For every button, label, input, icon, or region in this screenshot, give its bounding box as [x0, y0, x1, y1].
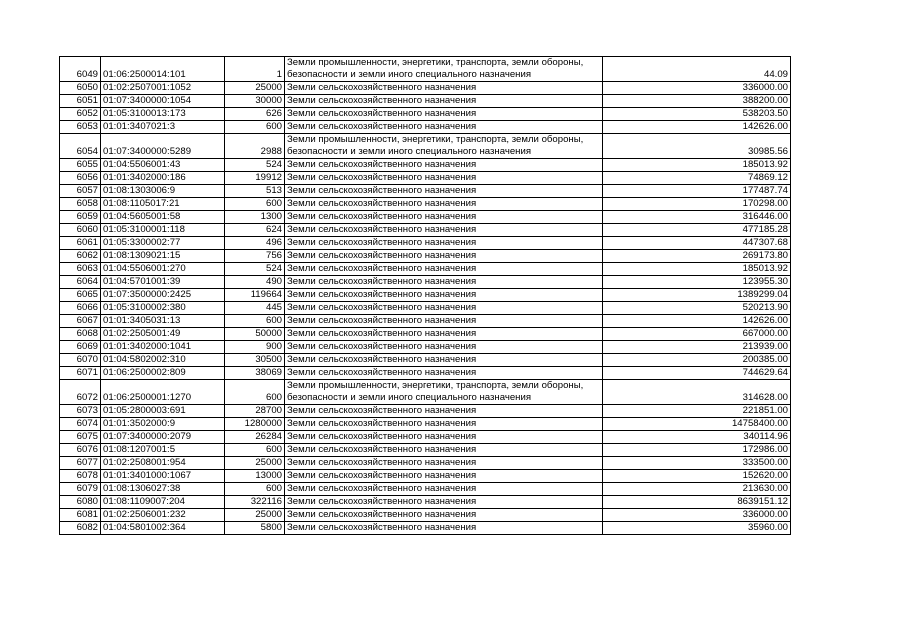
area-cell: 600	[225, 198, 285, 211]
land-category-cell: Земли сельскохозяйственного назначения	[285, 315, 603, 328]
row-number-cell: 6068	[60, 328, 101, 341]
land-category-cell: Земли сельскохозяйственного назначения	[285, 418, 603, 431]
cadastral-value-cell: 8639151.12	[603, 496, 791, 509]
cadastral-number-cell: 01:01:3405031:13	[101, 315, 225, 328]
cadastral-value-cell: 744629.64	[603, 367, 791, 380]
cadastral-number-cell: 01:08:1303006:9	[101, 185, 225, 198]
area-cell: 626	[225, 108, 285, 121]
cadastral-number-cell: 01:08:1109007:204	[101, 496, 225, 509]
row-number-cell: 6081	[60, 509, 101, 522]
table-row	[60, 134, 791, 159]
row-number-cell: 6064	[60, 276, 101, 289]
cadastral-value-cell: 477185.28	[603, 224, 791, 237]
row-number-cell: 6069	[60, 341, 101, 354]
land-category-cell: Земли сельскохозяйственного назначения	[285, 172, 603, 185]
table-row	[60, 121, 791, 134]
cadastral-number-cell: 01:04:5506001:270	[101, 263, 225, 276]
land-category-cell: Земли промышленности, энергетики, транспорта, земли обороны, безопасности и земли иного специального назначения	[285, 134, 603, 159]
table-row	[60, 457, 791, 470]
land-category-cell: Земли сельскохозяйственного назначения	[285, 289, 603, 302]
row-number-cell: 6049	[60, 57, 101, 82]
cadastral-value-cell: 333500.00	[603, 457, 791, 470]
row-number-cell: 6054	[60, 134, 101, 159]
cadastral-number-cell: 01:01:3407021:3	[101, 121, 225, 134]
cadastral-number-cell: 01:05:2800003:691	[101, 405, 225, 418]
row-number-cell: 6067	[60, 315, 101, 328]
area-cell: 600	[225, 444, 285, 457]
cadastral-value-cell: 538203.50	[603, 108, 791, 121]
cadastral-number-cell: 01:04:5801002:364	[101, 522, 225, 535]
row-number-cell: 6051	[60, 95, 101, 108]
land-category-cell: Земли сельскохозяйственного назначения	[285, 198, 603, 211]
area-cell: 26284	[225, 431, 285, 444]
area-cell: 600	[225, 121, 285, 134]
row-number-cell: 6079	[60, 483, 101, 496]
row-number-cell: 6076	[60, 444, 101, 457]
cadastral-value-cell: 30985.56	[603, 134, 791, 159]
area-cell: 1300	[225, 211, 285, 224]
table-row	[60, 276, 791, 289]
table-row	[60, 211, 791, 224]
land-category-cell: Земли сельскохозяйственного назначения	[285, 354, 603, 367]
table-row	[60, 198, 791, 211]
land-category-cell: Земли сельскохозяйственного назначения	[285, 470, 603, 483]
table-row	[60, 263, 791, 276]
area-cell: 496	[225, 237, 285, 250]
cadastral-number-cell: 01:04:5701001:39	[101, 276, 225, 289]
cadastral-number-cell: 01:08:1207001:5	[101, 444, 225, 457]
cadastral-number-cell: 01:08:1306027:38	[101, 483, 225, 496]
table-row	[60, 380, 791, 405]
cadastral-value-cell: 123955.30	[603, 276, 791, 289]
table-row	[60, 224, 791, 237]
land-category-cell: Земли сельскохозяйственного назначения	[285, 95, 603, 108]
land-category-cell: Земли сельскохозяйственного назначения	[285, 509, 603, 522]
table-row	[60, 496, 791, 509]
cadastral-number-cell: 01:07:3400000:5289	[101, 134, 225, 159]
land-category-cell: Земли сельскохозяйственного назначения	[285, 250, 603, 263]
cadastral-value-cell: 213939.00	[603, 341, 791, 354]
cadastral-value-cell: 200385.00	[603, 354, 791, 367]
row-number-cell: 6058	[60, 198, 101, 211]
table-row	[60, 250, 791, 263]
row-number-cell: 6062	[60, 250, 101, 263]
area-cell: 1	[225, 57, 285, 82]
cadastral-value-cell: 520213.90	[603, 302, 791, 315]
row-number-cell: 6080	[60, 496, 101, 509]
area-cell: 600	[225, 380, 285, 405]
cadastral-number-cell: 01:05:3100001:118	[101, 224, 225, 237]
area-cell: 30000	[225, 95, 285, 108]
row-number-cell: 6070	[60, 354, 101, 367]
table-row	[60, 431, 791, 444]
area-cell: 1280000	[225, 418, 285, 431]
table-row	[60, 302, 791, 315]
cadastral-number-cell: 01:06:2500001:1270	[101, 380, 225, 405]
area-cell: 600	[225, 483, 285, 496]
cadastral-value-cell: 152620.00	[603, 470, 791, 483]
area-cell: 28700	[225, 405, 285, 418]
cadastral-number-cell: 01:01:3502000:9	[101, 418, 225, 431]
area-cell: 524	[225, 263, 285, 276]
area-cell: 322116	[225, 496, 285, 509]
table-row	[60, 405, 791, 418]
table-row	[60, 82, 791, 95]
row-number-cell: 6074	[60, 418, 101, 431]
cadastral-number-cell: 01:04:5802002:310	[101, 354, 225, 367]
row-number-cell: 6075	[60, 431, 101, 444]
row-number-cell: 6077	[60, 457, 101, 470]
cadastral-value-cell: 340114.96	[603, 431, 791, 444]
cadastral-value-cell: 142626.00	[603, 315, 791, 328]
cadastral-value-cell: 447307.68	[603, 237, 791, 250]
table-row	[60, 341, 791, 354]
area-cell: 25000	[225, 457, 285, 470]
area-cell: 445	[225, 302, 285, 315]
table-row	[60, 108, 791, 121]
table-row	[60, 328, 791, 341]
row-number-cell: 6066	[60, 302, 101, 315]
table-row	[60, 159, 791, 172]
area-cell: 13000	[225, 470, 285, 483]
table-row	[60, 367, 791, 380]
land-category-cell: Земли промышленности, энергетики, транспорта, земли обороны, безопасности и земли иного специального назначения	[285, 57, 603, 82]
cadastral-number-cell: 01:07:3400000:2079	[101, 431, 225, 444]
cadastral-value-cell: 172986.00	[603, 444, 791, 457]
land-category-cell: Земли сельскохозяйственного назначения	[285, 185, 603, 198]
cadastral-value-cell: 185013.92	[603, 263, 791, 276]
cadastral-value-cell: 269173.80	[603, 250, 791, 263]
area-cell: 513	[225, 185, 285, 198]
area-cell: 25000	[225, 82, 285, 95]
land-category-cell: Земли сельскохозяйственного назначения	[285, 82, 603, 95]
cadastral-value-cell: 213630.00	[603, 483, 791, 496]
land-category-cell: Земли сельскохозяйственного назначения	[285, 483, 603, 496]
row-number-cell: 6059	[60, 211, 101, 224]
land-category-cell: Земли сельскохозяйственного назначения	[285, 431, 603, 444]
row-number-cell: 6065	[60, 289, 101, 302]
area-cell: 900	[225, 341, 285, 354]
cadastral-value-cell: 388200.00	[603, 95, 791, 108]
area-cell: 2988	[225, 134, 285, 159]
table-row	[60, 315, 791, 328]
table-body	[60, 57, 791, 535]
area-cell: 119664	[225, 289, 285, 302]
cadastral-number-cell: 01:08:1309021:15	[101, 250, 225, 263]
area-cell: 50000	[225, 328, 285, 341]
cadastral-number-cell: 01:07:3500000:2425	[101, 289, 225, 302]
row-number-cell: 6057	[60, 185, 101, 198]
land-category-cell: Земли сельскохозяйственного назначения	[285, 108, 603, 121]
land-category-cell: Земли сельскохозяйственного назначения	[285, 159, 603, 172]
row-number-cell: 6053	[60, 121, 101, 134]
cadastral-number-cell: 01:02:2507001:1052	[101, 82, 225, 95]
land-category-cell: Земли сельскохозяйственного назначения	[285, 367, 603, 380]
cadastral-value-cell: 336000.00	[603, 82, 791, 95]
row-number-cell: 6073	[60, 405, 101, 418]
area-cell: 25000	[225, 509, 285, 522]
table-row	[60, 522, 791, 535]
cadastral-number-cell: 01:05:3300002:77	[101, 237, 225, 250]
cadastral-value-cell: 44.09	[603, 57, 791, 82]
cadastral-value-cell: 314628.00	[603, 380, 791, 405]
area-cell: 524	[225, 159, 285, 172]
land-category-cell: Земли сельскохозяйственного назначения	[285, 457, 603, 470]
table-row	[60, 509, 791, 522]
cadastral-number-cell: 01:07:3400000:1054	[101, 95, 225, 108]
row-number-cell: 6063	[60, 263, 101, 276]
cadastral-value-cell: 667000.00	[603, 328, 791, 341]
cadastral-number-cell: 01:02:2508001:954	[101, 457, 225, 470]
cadastral-number-cell: 01:04:5605001:58	[101, 211, 225, 224]
cadastral-number-cell: 01:06:2500002:809	[101, 367, 225, 380]
cadastral-number-cell: 01:05:3100002:380	[101, 302, 225, 315]
land-category-cell: Земли сельскохозяйственного назначения	[285, 302, 603, 315]
row-number-cell: 6078	[60, 470, 101, 483]
area-cell: 38069	[225, 367, 285, 380]
cadastral-number-cell: 01:04:5506001:43	[101, 159, 225, 172]
row-number-cell: 6055	[60, 159, 101, 172]
land-category-cell: Земли сельскохозяйственного назначения	[285, 263, 603, 276]
row-number-cell: 6056	[60, 172, 101, 185]
area-cell: 624	[225, 224, 285, 237]
table-row	[60, 289, 791, 302]
land-category-cell: Земли сельскохозяйственного назначения	[285, 444, 603, 457]
cadastral-number-cell: 01:01:3401000:1067	[101, 470, 225, 483]
table-row	[60, 470, 791, 483]
cadastral-number-cell: 01:01:3402000:1041	[101, 341, 225, 354]
cadastral-value-cell: 185013.92	[603, 159, 791, 172]
cadastral-number-cell: 01:08:1105017:21	[101, 198, 225, 211]
land-category-cell: Земли сельскохозяйственного назначения	[285, 121, 603, 134]
table-row	[60, 483, 791, 496]
table-row	[60, 354, 791, 367]
cadastral-value-cell: 316446.00	[603, 211, 791, 224]
table-row	[60, 237, 791, 250]
table-row	[60, 444, 791, 457]
cadastral-value-cell: 221851.00	[603, 405, 791, 418]
cadastral-value-cell: 74869.12	[603, 172, 791, 185]
row-number-cell: 6082	[60, 522, 101, 535]
land-category-cell: Земли сельскохозяйственного назначения	[285, 328, 603, 341]
table-row	[60, 185, 791, 198]
table-row	[60, 95, 791, 108]
land-category-cell: Земли сельскохозяйственного назначения	[285, 522, 603, 535]
row-number-cell: 6071	[60, 367, 101, 380]
table-row	[60, 172, 791, 185]
cadastral-number-cell: 01:06:2500014:101	[101, 57, 225, 82]
cadastral-value-cell: 336000.00	[603, 509, 791, 522]
row-number-cell: 6052	[60, 108, 101, 121]
land-category-cell: Земли сельскохозяйственного назначения	[285, 224, 603, 237]
cadastral-value-cell: 35960.00	[603, 522, 791, 535]
land-category-cell: Земли сельскохозяйственного назначения	[285, 496, 603, 509]
land-category-cell: Земли промышленности, энергетики, транспорта, земли обороны, безопасности и земли иного специального назначения	[285, 380, 603, 405]
cadastral-number-cell: 01:02:2505001:49	[101, 328, 225, 341]
cadastral-number-cell: 01:05:3100013:173	[101, 108, 225, 121]
row-number-cell: 6061	[60, 237, 101, 250]
cadastral-number-cell: 01:02:2506001:232	[101, 509, 225, 522]
area-cell: 19912	[225, 172, 285, 185]
land-category-cell: Земли сельскохозяйственного назначения	[285, 211, 603, 224]
land-category-cell: Земли сельскохозяйственного назначения	[285, 341, 603, 354]
row-number-cell: 6060	[60, 224, 101, 237]
cadastral-value-cell: 177487.74	[603, 185, 791, 198]
land-category-cell: Земли сельскохозяйственного назначения	[285, 237, 603, 250]
land-plots-table	[59, 56, 791, 535]
area-cell: 600	[225, 315, 285, 328]
area-cell: 490	[225, 276, 285, 289]
area-cell: 30500	[225, 354, 285, 367]
table-row	[60, 418, 791, 431]
row-number-cell: 6050	[60, 82, 101, 95]
land-category-cell: Земли сельскохозяйственного назначения	[285, 405, 603, 418]
cadastral-value-cell: 1389299.04	[603, 289, 791, 302]
cadastral-value-cell: 142626.00	[603, 121, 791, 134]
area-cell: 756	[225, 250, 285, 263]
table-row	[60, 57, 791, 82]
area-cell: 5800	[225, 522, 285, 535]
land-category-cell: Земли сельскохозяйственного назначения	[285, 276, 603, 289]
cadastral-number-cell: 01:01:3402000:186	[101, 172, 225, 185]
row-number-cell: 6072	[60, 380, 101, 405]
cadastral-value-cell: 170298.00	[603, 198, 791, 211]
cadastral-value-cell: 14758400.00	[603, 418, 791, 431]
